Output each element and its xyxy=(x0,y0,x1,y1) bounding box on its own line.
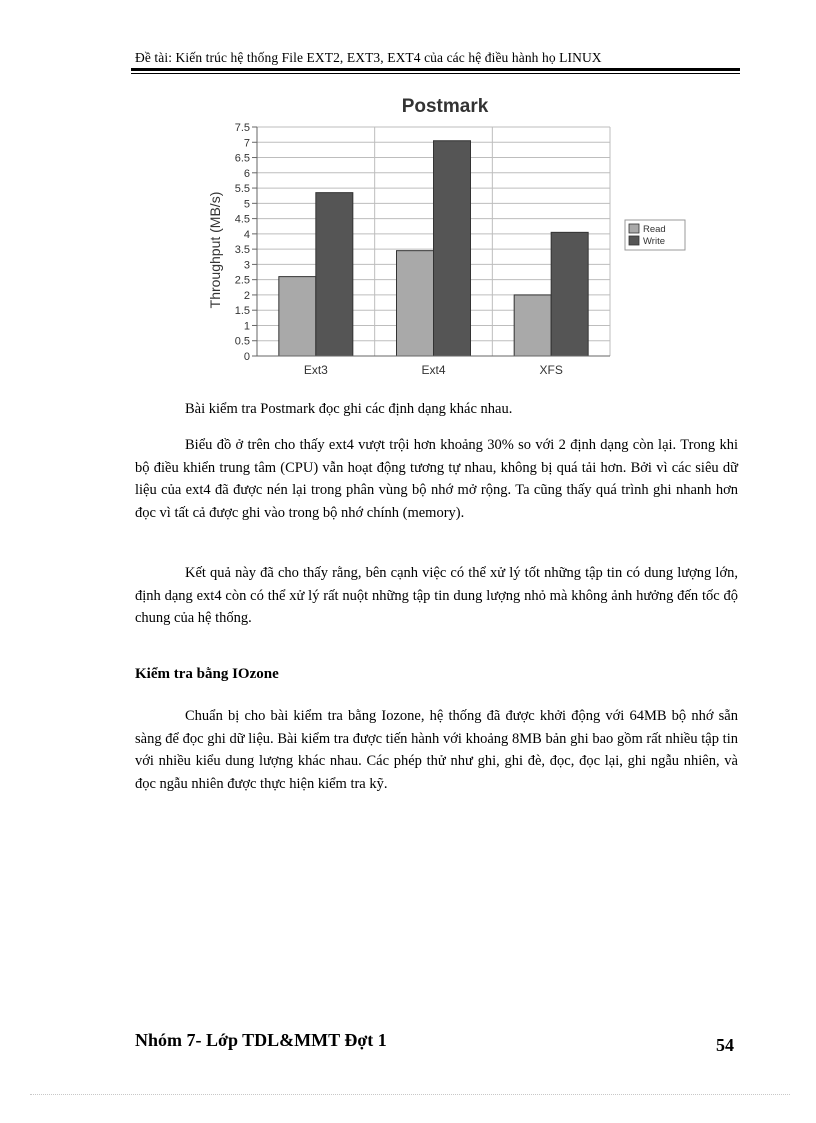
section-heading: Kiểm tra bằng IOzone xyxy=(135,666,279,682)
postmark-chart xyxy=(195,90,695,380)
chart-y-tick-label: 6.5 xyxy=(234,152,250,165)
body-paragraph-3: Chuẩn bị cho bài kiểm tra bằng Iozone, hệ thống đã được khởi động với 64MB bộ nhớ sẵn sàng để đọc ghi dữ liệu. Bài kiểm tra được tiến hành với khoảng 8MB bản ghi bao gồm rất nhiều tập tin với nhiều kiểu dung lượng khác nhau. Các phép thử như ghi, ghi đè, đọc, đọc lại, ghi ngẫu nhiên, và đọc ngẫu nhiên được thực hiện kiểm tra kỹ. xyxy=(135,708,738,792)
footer-group-label: Nhóm 7- Lớp TDL&MMT Đợt 1 xyxy=(135,1030,387,1050)
chart-y-tick-label: 3 xyxy=(243,259,250,272)
chart-y-tick-label: 2.5 xyxy=(234,274,250,287)
header-rule-thin xyxy=(131,73,740,74)
header-rule-thick xyxy=(131,68,740,71)
chart-bar-read-ext4 xyxy=(397,251,434,356)
chart-y-axis-label: Throughput (MB/s) xyxy=(207,191,223,309)
chart-y-tick-label: 4.5 xyxy=(234,213,250,226)
figure-caption: Bài kiểm tra Postmark đọc ghi các định dạng khác nhau. xyxy=(185,401,513,417)
chart-x-tick-label: XFS xyxy=(539,363,563,377)
chart-legend-label: Write xyxy=(643,236,665,247)
chart-y-tick-label: 6 xyxy=(243,167,250,180)
chart-y-tick-label: 5 xyxy=(243,198,250,211)
chart-bar-write-ext4 xyxy=(434,141,471,356)
chart-legend xyxy=(625,220,685,250)
body-paragraph-2: Kết quả này đã cho thấy rằng, bên cạnh việc có thể xử lý tốt những tập tin có dung lượng lớn, định dạng ext4 còn có thể xử lý rất nuột những tập tin dung lượng nhỏ mà không ảnh hưởng đến tốc độ chung của hệ thống. xyxy=(135,565,738,626)
chart-bar-write-xfs xyxy=(551,232,588,356)
chart-y-ticks xyxy=(235,122,257,363)
chart-bar-write-ext3 xyxy=(316,193,353,356)
chart-y-tick-label: 5.5 xyxy=(234,183,250,196)
chart-x-tick-label: Ext3 xyxy=(303,363,328,377)
page-number: 54 xyxy=(716,1035,734,1055)
chart-y-tick-label: 7.5 xyxy=(234,122,250,134)
chart-legend-label: Read xyxy=(643,224,666,235)
chart-y-tick-label: 0 xyxy=(243,351,250,363)
bottom-dotted-rule xyxy=(30,1094,790,1095)
chart-y-tick-label: 0.5 xyxy=(234,335,250,348)
chart-legend-swatch xyxy=(629,236,639,245)
chart-x-tick-label: Ext4 xyxy=(421,363,446,377)
chart-bar-read-xfs xyxy=(514,295,551,356)
running-header: Đề tài: Kiến trúc hệ thống File EXT2, EXT3, EXT4 của các hệ điều hành họ LINUX xyxy=(135,50,602,65)
chart-bar-read-ext3 xyxy=(279,277,316,356)
chart-y-tick-label: 2 xyxy=(243,289,250,302)
chart-title: Postmark xyxy=(401,96,489,117)
chart-y-tick-label: 3.5 xyxy=(234,244,250,257)
chart-y-tick-label: 1.5 xyxy=(234,305,250,318)
chart-x-ticks xyxy=(304,363,563,377)
chart-y-tick-label: 4 xyxy=(243,228,250,241)
chart-legend-swatch xyxy=(629,224,639,233)
chart-y-tick-label: 7 xyxy=(243,137,250,150)
chart-y-tick-label: 1 xyxy=(243,320,250,333)
body-paragraph-1: Biểu đồ ở trên cho thấy ext4 vượt trội hơn khoảng 30% so với 2 định dạng còn lại. Trong khi bộ điều khiển trung tâm (CPU) vẫn hoạt động tương tự nhau, không bị quá tải hơn. Bởi vì các siêu dữ liệu của ext4 đã được nén lại trong phân vùng bộ nhớ mở rộng. Ta cũng thấy quá trình ghi nhanh hơn đọc vì tất cả được ghi vào trong bộ nhớ chính (memory). xyxy=(135,437,738,521)
